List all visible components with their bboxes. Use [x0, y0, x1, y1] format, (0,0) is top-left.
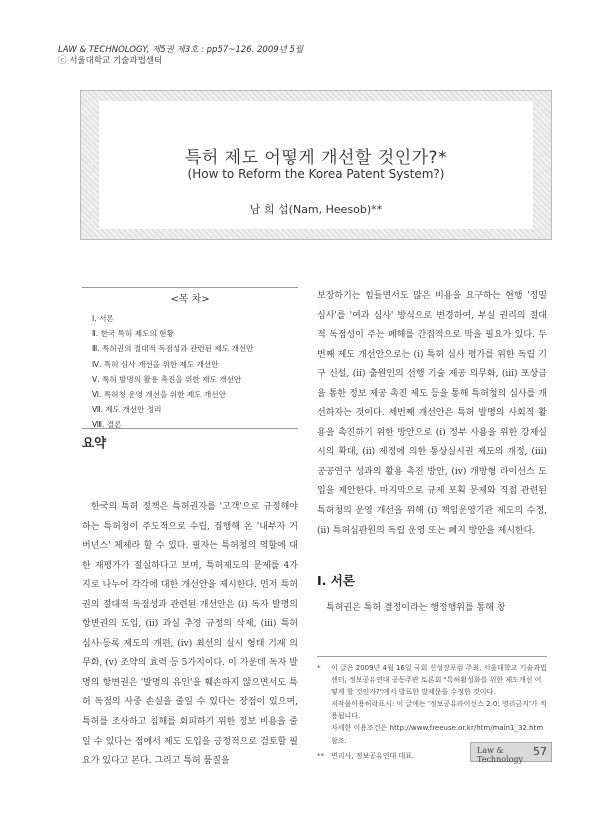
section-heading: Ⅰ. 서론 — [317, 573, 355, 588]
toc-item: Ⅵ. 특허청 운영 개선을 위한 제도 개선안 — [92, 390, 226, 400]
footnote-line: 저작물이용허락표시: 이 글에는 '정보공유라이선스 2.0: 영리금지'가 적용됩니다. — [331, 700, 547, 721]
footnote-line: 변리사, 정보공유연대 대표. — [331, 751, 415, 760]
toc-item: Ⅱ. 한국 특허 제도의 현황 — [92, 329, 174, 339]
journal-info: LAW & TECHNOLOGY, 제5권 제3호 : pp57~126. 2009년 5월 — [58, 45, 304, 55]
article-title: 특허 제도 어떻게 개선할 것인가?* — [184, 148, 448, 168]
section-text — [317, 599, 547, 619]
abstract-left-column — [82, 498, 298, 772]
section-paragraph: 특허권은 특허 결정이라는 행정행위를 통해 창 — [326, 603, 506, 613]
footnote-body — [331, 662, 547, 747]
page-footer — [470, 742, 552, 762]
toc-item: Ⅶ. 제도 개선안 정리 — [92, 405, 162, 415]
abstract-continuation: 보장하기는 힘들면서도 많은 비용을 요구하는 현행 '정밀 심사'를 '여과 심사' 방식으로 변경하여, 부실 권리의 절대적 독점성이 주는 폐해를 간접적으로 막을 필요가 있다. 두 번째 제도 개선안으로는 (i) 특허 심사 평가를 위한 독립 기구 신설, (ii) 출원인의 선행 기술 제공 의무화, (iii) 포상금을 통한 정보 제공 촉진 제도 등을 통해 특허청의 심사를 개선하자는 것이다. 세번째 개선안은 특허 발명의 사회적 활용을 촉진하기 위한 방안으로 (i) 정부 사용을 위한 강제실시의 확대, (ii) 제정에 의한 통상실시권 제도의 개정, (iii) 공공연구 성과의 활용 촉진 방안, (iv) 개방형 라이선스 도입을 제안한다. 마지막으로 규제 포획 문제와 직접 관련된 특허청의 운영 개선을 위해 (i) 책임운영기관 제도의 수정, (ii) 특허심판원의 독립 운영 또는 폐지 방안을 제시한다. — [317, 291, 547, 536]
journal-citation — [58, 45, 303, 67]
page-number: 57 — [533, 745, 547, 758]
article-subtitle: (How to Reform the Korea Patent System?) — [187, 167, 445, 181]
toc-item: Ⅷ. 결론 — [92, 420, 122, 430]
title-inner — [99, 101, 533, 229]
article-author: 남 희 섭(Nam, Heesob)** — [249, 203, 383, 216]
toc-item: Ⅳ. 특허 심사 개선을 위한 제도 개선안 — [92, 359, 219, 369]
footnote-mark: ** — [317, 751, 324, 760]
abstract-right-column — [317, 287, 547, 541]
toc-item: Ⅴ. 특허 발명의 활용 촉진을 위한 제도 개선안 — [92, 374, 242, 384]
footnote-line: 이 글은 2009년 4월 16일 국회 신성장포럼 주최, 서울대학교 기술과법센터, 정보공유연대 공동주관 토론회 "특허활성화를 위한 제도개선 어떻게 할 것인가?"에서 발표한 발제문을 수정한 것이다. — [331, 664, 547, 697]
footnote — [317, 662, 547, 747]
toc-heading: <목 차> — [170, 294, 210, 305]
footnote-line: 자세한 이용조건은 http://www.freeuse.or.kr/htm/main1_32.htm 참조. — [331, 724, 544, 745]
title-box — [80, 90, 552, 240]
journal-copyright: ⓒ 서울대학교 기술과법센터 — [58, 56, 163, 66]
toc-item: Ⅲ. 특허권의 절대적 독점성과 관련된 제도 개선안 — [92, 344, 254, 354]
toc-item: Ⅰ. 서론 — [92, 314, 114, 323]
footer-journal-name: Law & Technology — [477, 746, 524, 764]
abstract-paragraph: 한국의 특허 정책은 특허권자를 '고객'으로 규정해야 하는 특허청이 주도적으로 수립, 집행해 온 '내부자 거버넌스' 체제라 할 수 있다. 필자는 특허청의 역할에 대한 재평가가 절실하다고 보며, 특허제도의 문제를 4가지로 나누어 각각에 대한 개선안을 제시한다. 먼저 특허권의 절대적 독점성과 관련된 개선안은 (i) 독자 발명의 항변권의 도입, (ii) 과실 추정 규정의 삭제, (iii) 특허 심사·등록 제도의 개편, (iv) 최선의 실시 형태 기재 의무화, (v) 조약의 효력 등 5가지이다. 이 가운데 독자 발명의 항변권은 '발명의 유인'을 훼손하지 않으면서도 특허 독점의 사중 손실을 줄일 수 있다는 장점이 있으며, 특허를 조사하고 침해를 회피하기 위한 정보 비용을 줄일 수 있다는 점에서 제도 도입을 긍정적으로 검토할 필요가 있다고 본다. 그리고 특허 품질을 — [82, 502, 298, 767]
footnote-body — [331, 750, 414, 762]
toc-top-rule — [82, 287, 298, 288]
table-of-contents — [82, 290, 298, 433]
footnote-mark: * — [317, 664, 321, 672]
abstract-heading: 요약 — [82, 435, 107, 450]
toc-bottom-rule — [82, 428, 298, 429]
